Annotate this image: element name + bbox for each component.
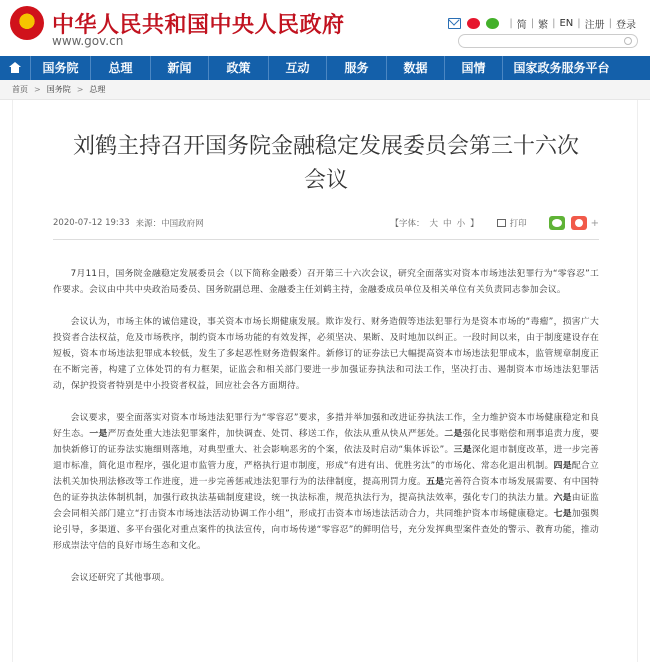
paragraph-1: 7月11日，国务院金融稳定发展委员会（以下简称金融委）召开第三十六次会议，研究全面落实对资本市场违法犯罪行为“零容忍”工作要求。会议由中共中央政治局委员、国务院副总理、金融委主任刘鹤主持，金融委成员单位及相关单位有关负责同志参加会议。 (53, 269, 599, 295)
nav-item-interaction[interactable]: 互动 (268, 56, 326, 80)
breadcrumb-state-council[interactable]: 国务院 (46, 85, 71, 94)
p3-text-1: 严厉查处重大违法犯罪案件，加快调查、处罚、移送工作，依法从重从快从严惩处。 (107, 429, 445, 439)
breadcrumb (0, 80, 650, 100)
search-input[interactable] (458, 34, 638, 48)
weibo-icon[interactable] (467, 18, 480, 29)
font-size-close: 】 (470, 219, 479, 229)
article-title-line1: 刘鹤主持召开国务院金融稳定发展委员会第三十六次 (72, 134, 579, 159)
link-separator: | (509, 17, 513, 29)
nav-item-services[interactable]: 服务 (326, 56, 386, 80)
font-size-label: 【字体： (390, 219, 425, 229)
link-separator: | (530, 17, 535, 29)
meta-divider (53, 239, 599, 240)
article-source: 中国政府网 (161, 219, 204, 229)
share-wechat-icon[interactable] (549, 216, 565, 230)
font-size-large[interactable]: 大 (429, 219, 439, 229)
paragraph-4: 会议还研究了其他事项。 (70, 573, 170, 583)
link-login[interactable]: 登录 (616, 19, 636, 31)
font-size-control (386, 217, 479, 229)
p3-key-2: 二是 (444, 429, 463, 439)
nav-home[interactable] (0, 56, 30, 80)
link-simplified[interactable]: 简 (516, 19, 527, 31)
top-links (448, 16, 636, 30)
nav-item-premier[interactable]: 总理 (90, 56, 150, 80)
p3-key-3: 三是 (453, 445, 472, 455)
wechat-icon[interactable] (486, 18, 499, 29)
p3-intro: 会议要求，要全面落实对资本市场违法犯罪行为“零容忍”要求，多措并举加强和改进证券执法工作，全力维护资本市场健康稳定和良好生态。 (53, 413, 599, 439)
link-traditional[interactable]: 繁 (538, 19, 549, 31)
site-url: www.gov.cn (52, 34, 124, 48)
national-emblem-icon[interactable] (10, 6, 44, 40)
p3-key-6: 六是 (553, 493, 572, 503)
nav-item-national-info[interactable]: 国情 (444, 56, 502, 80)
font-size-small[interactable]: 小 (456, 219, 466, 229)
site-title[interactable]: 中华人民共和国中央人民政府 (52, 12, 345, 38)
breadcrumb-premier[interactable]: 总理 (89, 85, 106, 94)
p3-key-5: 五是 (426, 477, 445, 487)
article-date: 2020-07-12 19:33 (53, 218, 130, 228)
print-label: 打印 (509, 219, 527, 229)
nav-item-news[interactable]: 新闻 (150, 56, 208, 80)
link-separator: | (552, 17, 556, 29)
p3-text-2: 强化民事赔偿和刑事追责力度，要加快新修订的证券法实施细则落地，对典型重大、社会影响恶劣的个案，依法及时启动“集体诉讼”。 (53, 429, 599, 455)
p3-key-1: 一是 (89, 429, 108, 439)
p3-key-4: 四是 (553, 461, 572, 471)
printer-icon (497, 219, 506, 227)
breadcrumb-home[interactable]: 首页 (12, 85, 28, 94)
font-size-medium[interactable]: 中 (443, 219, 452, 229)
breadcrumb-separator: > (76, 85, 84, 94)
link-register[interactable]: 注册 (584, 19, 605, 31)
home-icon (8, 62, 22, 74)
article-title-line2: 会议 (303, 168, 348, 193)
source-label: 来源： (135, 219, 162, 229)
mail-icon[interactable] (448, 18, 461, 29)
breadcrumb-separator: > (34, 85, 41, 94)
article-tools (386, 216, 599, 230)
p3-key-7: 七是 (553, 509, 572, 519)
article (12, 100, 638, 662)
nav-item-state-council[interactable]: 国务院 (30, 56, 90, 80)
p3-text-6: 由证监会会同相关部门建立“打击资本市场违法活动协调工作小组”，形成打击资本市场违法活动合力，共同维护资本市场健康稳定。 (53, 493, 599, 519)
article-body (53, 266, 599, 602)
nav-item-data[interactable]: 数据 (386, 56, 444, 80)
nav-item-gov-service-platform[interactable]: 国家政务服务平台 (502, 56, 620, 80)
p3-text-7: 加强舆论引导，多渠道、多平台强化对重点案件的执法宣传，向市场传递“零容忍”的鲜明信号，充分发挥典型案件查处的警示、教育功能，推动形成崇法守信的良好市场生态和文化。 (53, 509, 599, 551)
article-meta (53, 216, 599, 230)
print-button[interactable] (497, 217, 527, 229)
link-separator: | (608, 17, 612, 29)
p3-text-3: 深化退市制度改革，进一步完善退市标准，简化退市程序，强化退市监管力度，严格执行退市制度，形成“有进有出、优胜劣汰”的市场化、常态化退出机制。 (53, 445, 599, 471)
search-icon[interactable] (624, 37, 632, 45)
nav-item-policy[interactable]: 政策 (208, 56, 268, 80)
paragraph-2: 会议认为，市场主体的诚信建设，事关资本市场长期健康发展。欺诈发行、财务造假等违法犯罪行为是资本市场的“毒瘤”，损害广大投资者合法权益，危及市场秩序，制约资本市场功能的有效发挥，必须坚决、果断、及时地加以纠正。一段时间以来，由于制度建设存在短板，资本市场违法犯罪成本较低，发生了多起恶性财务造假案件。新修订的证券法已大幅提高资本市场违法犯罪成本，监管规章制度正在不断完善，构建了立体处罚的有力框架，证监会和相关部门要进一步加强证券执法和司法工作，坚决打击、遏制资本市场违法犯罪活动，保护投资者特别是中小投资者权益，回应社会各方面期待。 (53, 317, 599, 391)
link-english[interactable]: EN (559, 17, 574, 29)
p3-text-4: 配合立法机关加快刑法修改等工作进度，进一步完善惩戒违法犯罪行为的法律制度，提高刑罚力度。 (53, 461, 599, 487)
p3-text-5: 完善符合资本市场发展需要、有中国特色的证券执法体制机制，加强行政执法基础制度建设，统一执法标准，规范执法行为，提高执法效率，强化专门的执法力量。 (53, 477, 599, 503)
paragraph-3 (53, 410, 599, 554)
site-header (0, 0, 650, 56)
main-nav (0, 56, 650, 80)
link-separator: | (577, 17, 581, 29)
share-weibo-icon[interactable] (571, 216, 587, 230)
share-more-button[interactable]: + (590, 217, 599, 229)
article-title (53, 130, 599, 198)
